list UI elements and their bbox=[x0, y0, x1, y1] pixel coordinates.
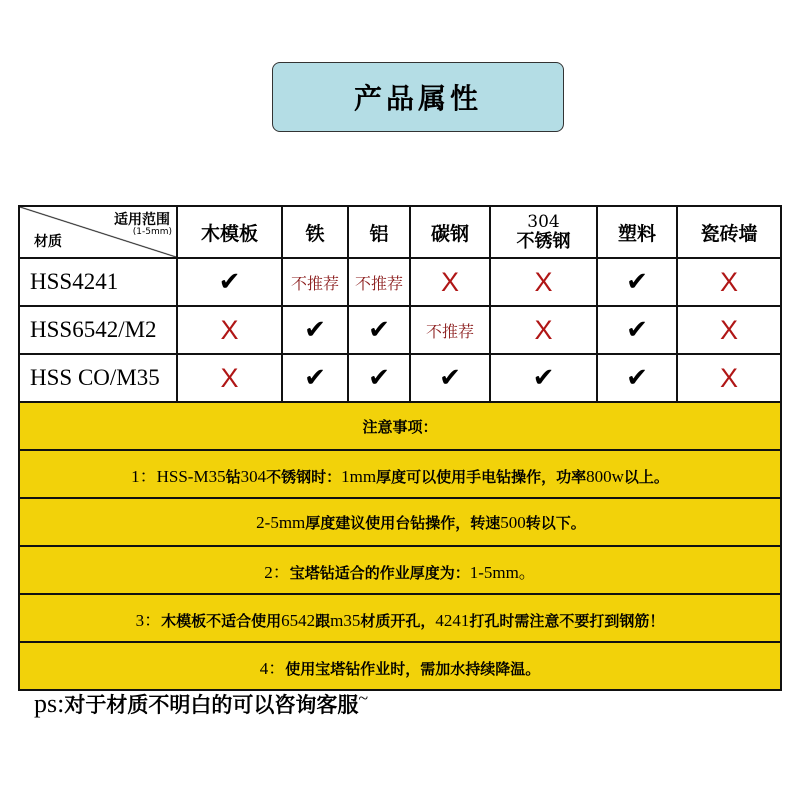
material-cell: HSS4241 bbox=[19, 258, 177, 306]
compat-cell: ✔ bbox=[282, 354, 348, 402]
compat-cell: ✔ bbox=[348, 306, 410, 354]
compat-cell: ✔ bbox=[597, 258, 677, 306]
corner-material-label: 材质 bbox=[34, 234, 62, 250]
compat-cell: X bbox=[490, 258, 597, 306]
column-header: 铁 bbox=[282, 206, 348, 258]
ps-prefix: ps: bbox=[34, 689, 65, 718]
compat-cell: X bbox=[177, 306, 282, 354]
table-row bbox=[19, 354, 781, 402]
corner-range-note: (1-5mm) bbox=[132, 227, 172, 237]
compat-cell: ✔ bbox=[490, 354, 597, 402]
notes-heading: 注意事项： bbox=[19, 402, 781, 450]
note-item: 4：使用宝塔钻作业时，需加水持续降温。 bbox=[19, 642, 781, 690]
compat-cell: X bbox=[490, 306, 597, 354]
corner-range-label: 适用范围 bbox=[114, 212, 170, 228]
compat-cell: ✔ bbox=[348, 354, 410, 402]
ps-tilde: ~ bbox=[358, 688, 369, 708]
notes-section bbox=[19, 402, 781, 690]
compat-cell: X bbox=[677, 306, 781, 354]
page-title: 产品属性 bbox=[272, 62, 564, 132]
column-header: 瓷砖墙 bbox=[677, 206, 781, 258]
column-header bbox=[490, 206, 597, 258]
material-cell: HSS6542/M2 bbox=[19, 306, 177, 354]
compat-cell: ✔ bbox=[597, 306, 677, 354]
table-header-row bbox=[19, 206, 781, 258]
note-item: 1：HSS-M35钻304不锈钢时：1mm厚度可以使用手电钻操作，功率800w以上。 bbox=[19, 450, 781, 498]
column-header: 塑料 bbox=[597, 206, 677, 258]
column-header-label: 不锈钢 bbox=[516, 231, 571, 252]
note-item: 3：木模板不适合使用6542跟m35材质开孔，4241打孔时需注意不要打到钢筋！ bbox=[19, 594, 781, 642]
corner-header-cell bbox=[19, 206, 177, 258]
product-properties-table bbox=[18, 205, 782, 691]
column-header-number: 304 bbox=[527, 212, 560, 232]
compat-cell: X bbox=[177, 354, 282, 402]
compat-cell: 不推荐 bbox=[282, 258, 348, 306]
compat-cell: ✔ bbox=[410, 354, 490, 402]
table-row bbox=[19, 258, 781, 306]
column-header: 铝 bbox=[348, 206, 410, 258]
column-header: 碳钢 bbox=[410, 206, 490, 258]
compat-cell: ✔ bbox=[177, 258, 282, 306]
compat-cell: ✔ bbox=[597, 354, 677, 402]
material-cell: HSS CO/M35 bbox=[19, 354, 177, 402]
ps-note bbox=[34, 688, 368, 719]
note-item: 2-5mm厚度建议使用台钻操作，转速500转以下。 bbox=[19, 498, 781, 546]
compat-cell: X bbox=[677, 258, 781, 306]
compat-cell: X bbox=[677, 354, 781, 402]
ps-text: 对于材质不明白的可以咨询客服 bbox=[64, 693, 359, 717]
compat-cell: X bbox=[410, 258, 490, 306]
compat-cell: 不推荐 bbox=[348, 258, 410, 306]
compat-cell: ✔ bbox=[282, 306, 348, 354]
compat-cell: 不推荐 bbox=[410, 306, 490, 354]
column-header: 木模板 bbox=[177, 206, 282, 258]
table-row bbox=[19, 306, 781, 354]
note-item: 2：宝塔钻适合的作业厚度为：1-5mm。 bbox=[19, 546, 781, 594]
